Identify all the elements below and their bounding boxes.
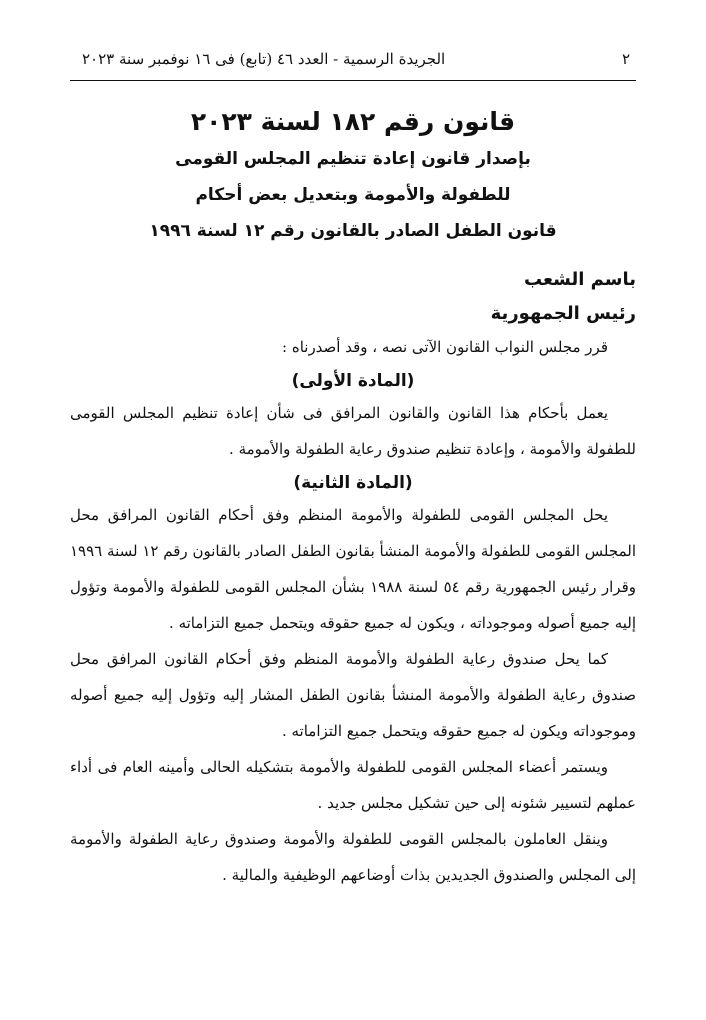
gazette-page	[70, 48, 636, 893]
in-the-name-of-the-people: باسم الشعب	[523, 269, 636, 290]
law-subtitle-line-2: للطفولة والأمومة وبتعديل بعض أحكام	[195, 185, 511, 205]
president-heading: رئيس الجمهورية	[490, 303, 636, 324]
law-title: قانون رقم ١٨٢ لسنة ٢٠٢٣	[190, 107, 516, 136]
article-2-paragraph-1: يحل المجلس القومى للطفولة والأمومة المنظم وفق أحكام القانون المرافق محل المجلس القومى للطفولة والأمومة المنشأ بقانون الطفل الصادر بالقانون رقم ١٢ لسنة ١٩٩٦ وقرار رئيس الجمهورية رقم ٥٤ لسنة ١٩٨٨ بشأن المجلس القومى للطفولة والأمومة وتؤول إليه جميع أصوله وموجوداته ، ويكون له جميع حقوقه ويتحمل جميع التزاماته .	[70, 506, 636, 632]
article-2-heading: (المادة الثانية)	[293, 473, 413, 493]
article-2-paragraph-3: ويستمر أعضاء المجلس القومى للطفولة والأمومة بتشكيله الحالى وأمينه العام فى أداء عملهم لتسيير شئونه إلى حين تشكيل مجلس جديد .	[70, 758, 636, 812]
page-number: ٢	[621, 50, 630, 68]
law-title-block	[70, 105, 636, 249]
enactment-statement: قرر مجلس النواب القانون الآتى نصه ، وقد أصدرناه :	[282, 338, 608, 356]
article-1-paragraph-1: يعمل بأحكام هذا القانون والقانون المرافق فى شأن إعادة تنظيم المجلس القومى للطفولة والأمومة ، وإعادة تنظيم صندوق رعاية الطفولة والأمومة .	[70, 404, 636, 458]
article-1-heading: (المادة الأولى)	[291, 371, 415, 391]
article-2-paragraph-4: وينقل العاملون بالمجلس القومى للطفولة والأمومة وصندوق رعاية الطفولة والأمومة إلى المجلس والصندوق الجديدين بذات أوضاعهم الوظيفية والمالية .	[70, 830, 636, 884]
law-subtitle-line-1: بإصدار قانون إعادة تنظيم المجلس القومى	[175, 149, 531, 169]
gazette-header-title: الجريدة الرسمية - العدد ٤٦ (تابع) فى ١٦ نوفمبر سنة ٢٠٢٣	[82, 50, 446, 68]
page-header	[70, 48, 636, 70]
header-divider	[70, 80, 636, 81]
article-2-paragraph-2: كما يحل صندوق رعاية الطفولة والأمومة المنظم وفق أحكام القانون المرافق محل صندوق رعاية الطفولة والأمومة المنشأ بقانون الطفل المشار إليه وتؤول إليه جميع أصوله وموجوداته ويكون له جميع حقوقه ويتحمل جميع التزاماته .	[70, 650, 636, 740]
law-subtitle-line-3: قانون الطفل الصادر بالقانون رقم ١٢ لسنة ١٩٩٦	[149, 221, 557, 241]
